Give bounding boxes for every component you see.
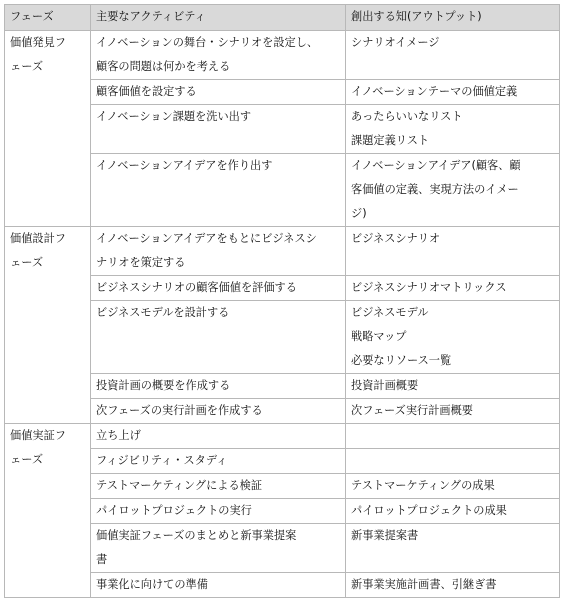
output-cell: [346, 499, 560, 524]
activity-text-line: 投資計画の概要を作成する: [96, 379, 231, 392]
activity-cell: [91, 524, 346, 573]
phase-name-line: ェーズ: [10, 256, 44, 269]
activity-text-line: イノベーション課題を洗い出す: [96, 110, 252, 123]
output-text-line: ビジネスシナリオ: [351, 232, 441, 245]
output-text-line: 必要なリソース一覧: [351, 354, 452, 367]
output-text-line: 新事業提案書: [351, 529, 419, 542]
header-output: 創出する知(アウトプット): [346, 5, 560, 31]
output-text-line: シナリオイメージ: [351, 36, 440, 49]
activity-cell: [91, 80, 346, 105]
activity-text-line: イノベーションアイデアをもとにビジネスシ: [96, 232, 317, 245]
output-cell: [346, 105, 560, 154]
activity-text-line: 事業化に向けての準備: [96, 578, 208, 591]
output-cell: [346, 449, 560, 474]
activity-text-line: 価値実証フェーズのまとめと新事業提案: [96, 529, 297, 542]
phase-name-line: ェーズ: [10, 60, 44, 73]
activity-cell: [91, 105, 346, 154]
activity-text-line: 書: [96, 553, 108, 566]
activity-cell: [91, 424, 346, 449]
activity-cell: [91, 474, 346, 499]
activity-text-line: イノベーションの舞台・シナリオを設定し、: [96, 36, 319, 49]
output-text-line: 戦略マップ: [351, 330, 407, 343]
phase-name-line: 価値発見フ: [10, 36, 66, 49]
output-cell: [346, 474, 560, 499]
output-cell: [346, 573, 560, 598]
header-activity: 主要なアクティビティ: [91, 5, 346, 31]
activity-cell: [91, 449, 346, 474]
output-text-line: 投資計画概要: [351, 379, 419, 392]
output-text-line: ジ): [351, 207, 367, 220]
activity-text-line: ビジネスモデルを設計する: [96, 306, 230, 319]
activity-cell: [91, 276, 346, 301]
activity-text-line: 顧客価値を設定する: [96, 85, 197, 98]
output-text-line: 次フェーズ実行計画概要: [351, 404, 473, 417]
output-cell: [346, 227, 560, 276]
output-cell: [346, 399, 560, 424]
empty-output: [351, 424, 554, 448]
activity-text-line: パイロットプロジェクトの実行: [96, 504, 252, 517]
table-row: [5, 227, 560, 276]
table-row: [5, 31, 560, 80]
activity-text-line: 立ち上げ: [96, 429, 141, 442]
output-text-line: 課題定義リスト: [351, 134, 430, 147]
header-phase: フェーズ: [5, 5, 91, 31]
activity-cell: [91, 31, 346, 80]
phase-name-line: ェーズ: [10, 453, 44, 466]
output-cell: [346, 276, 560, 301]
phase-name-line: 価値設計フ: [10, 232, 66, 245]
output-text-line: 客価値の定義、実現方法のイメー: [351, 183, 519, 196]
output-text-line: テストマーケティングの成果: [351, 479, 495, 492]
activity-cell: [91, 301, 346, 374]
activity-text-line: ナリオを策定する: [96, 256, 186, 269]
empty-output: [351, 449, 554, 473]
activity-cell: [91, 154, 346, 227]
activity-text-line: 次フェーズの実行計画を作成する: [96, 404, 263, 417]
output-cell: [346, 524, 560, 573]
output-text-line: ビジネスシナリオマトリックス: [351, 281, 507, 294]
output-cell: [346, 424, 560, 449]
output-text-line: あったらいいなリスト: [351, 110, 463, 123]
output-text-line: 新事業実施計画書、引継ぎ書: [351, 578, 497, 591]
table-row: [5, 424, 560, 449]
activity-cell: [91, 227, 346, 276]
activity-cell: [91, 573, 346, 598]
output-cell: [346, 374, 560, 399]
activity-cell: [91, 499, 346, 524]
activity-text-line: フィジビリティ・スタディ: [96, 454, 228, 467]
output-text-line: パイロットプロジェクトの成果: [351, 504, 507, 517]
activity-text-line: イノベーションアイデアを作り出す: [96, 159, 273, 172]
output-cell: [346, 31, 560, 80]
activity-text-line: 顧客の問題は何かを考える: [96, 60, 231, 73]
output-cell: [346, 80, 560, 105]
phase-cell: [5, 31, 91, 227]
header-row: [5, 5, 560, 31]
phase-cell: [5, 424, 91, 598]
table-body: [5, 31, 560, 598]
phase-name-line: 価値実証フ: [10, 429, 66, 442]
output-text-line: ビジネスモデル: [351, 306, 429, 319]
phase-activity-table: [4, 4, 560, 598]
activity-text-line: ビジネスシナリオの顧客価値を評価する: [96, 281, 297, 294]
activity-text-line: テストマーケティングによる検証: [96, 479, 263, 492]
activity-cell: [91, 399, 346, 424]
table-header: [5, 5, 560, 31]
output-cell: [346, 301, 560, 374]
output-cell: [346, 154, 560, 227]
activity-cell: [91, 374, 346, 399]
output-text-line: イノベーションテーマの価値定義: [351, 85, 518, 98]
phase-cell: [5, 227, 91, 424]
output-text-line: イノベーションアイデア(顧客、顧: [351, 159, 521, 172]
